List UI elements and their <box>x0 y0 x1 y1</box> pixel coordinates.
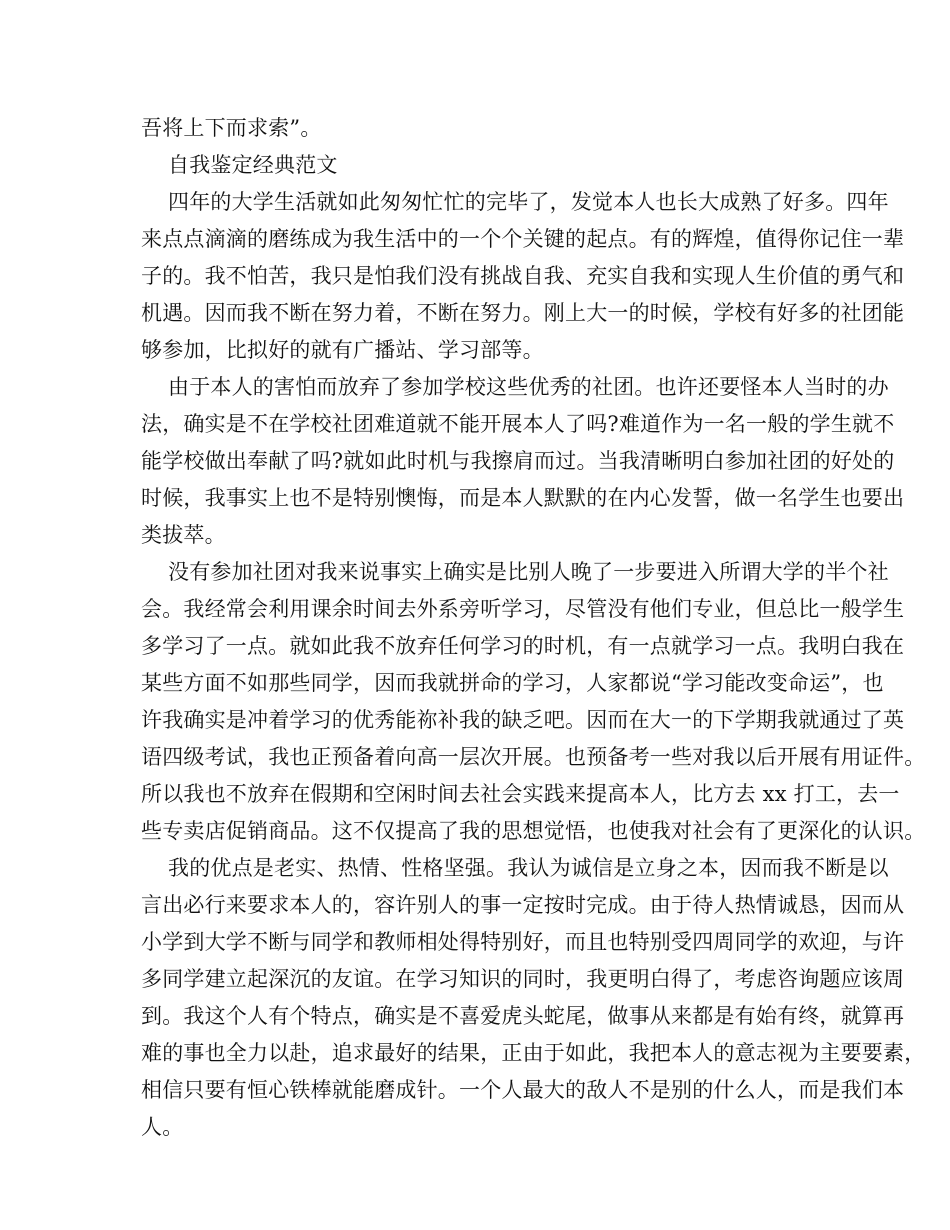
text-line: 些专卖店促销商品。这不仅提高了我的思想觉悟，也使我对社会有了更深化的认识。 <box>141 819 926 843</box>
text-line: 来点点滴滴的磨练成为我生活中的一个个关键的起点。有的辉煌，值得你记住一辈 <box>141 227 905 251</box>
text-line: 时候，我事实上也不是特别懊悔，而是本人默默的在内心发誓，做一名学生也要出 <box>141 486 905 510</box>
text-line: 多同学建立起深沉的友谊。在学习知识的同时，我更明白得了，考虑咨询题应该周 <box>141 967 905 991</box>
text-line: 由于本人的害怕而放弃了参加学校这些优秀的社团。也许还要怪本人当时的办 <box>168 375 889 399</box>
text-line: 会。我经常会利用课余时间去外系旁听学习，尽管没有他们专业，但总比一般学生 <box>141 597 905 621</box>
text-line: 难的事也全力以赴，追求最好的结果，正由于如此，我把本人的意志视为主要要素， <box>141 1041 926 1065</box>
text-line: 机遇。因而我不断在努力着，不断在努力。刚上大一的时候，学校有好多的社团能 <box>141 301 905 325</box>
text-line: 人。 <box>141 1115 184 1139</box>
text-line: 我的优点是老实、热情、性格坚强。我认为诚信是立身之本，因而我不断是以 <box>168 856 889 880</box>
text-line: 自我鉴定经典范文 <box>168 153 338 177</box>
text-line: 能学校做出奉献了吗?就如此时机与我擦肩而过。当我清晰明白参加社团的好处的 <box>141 449 895 473</box>
text-line: 言出必行来要求本人的，容许别人的事一定按时完成。由于待人热情诚恳，因而从 <box>141 893 905 917</box>
text-line: 到。我这个人有个特点，确实是不喜爱虎头蛇尾，做事从来都是有始有终，就算再 <box>141 1004 905 1028</box>
text-line: 没有参加社团对我来说事实上确实是比别人晚了一步要进入所谓大学的半个社 <box>168 560 889 584</box>
text-line: 子的。我不怕苦，我只是怕我们没有挑战自我、充实自我和实现人生价值的勇气和 <box>141 264 905 288</box>
text-line: 小学到大学不断与同学和教师相处得特别好，而且也特别受四周同学的欢迎，与许 <box>141 930 905 954</box>
text-line: 吾将上下而求索”。 <box>141 116 322 140</box>
text-line: 四年的大学生活就如此匆匆忙忙的完毕了，发觉本人也长大成熟了好多。四年 <box>168 190 889 214</box>
text-line: 某些方面不如那些同学，因而我就拼命的学习，人家都说“学习能改变命运”，也 <box>141 671 884 695</box>
text-line: 相信只要有恒心铁棒就能磨成针。一个人最大的敌人不是别的什么人，而是我们本 <box>141 1078 905 1102</box>
text-line: 类拔萃。 <box>141 523 226 547</box>
text-line: 够参加，比拟好的就有广播站、学习部等。 <box>141 338 544 362</box>
text-line: 许我确实是冲着学习的优秀能祢补我的缺乏吧。因而在大一的下学期我就通过了英 <box>141 708 905 732</box>
text-line: 所以我也不放弃在假期和空闲时间去社会实践来提高本人，比方去 xx 打工，去一 <box>141 782 900 806</box>
text-line: 语四级考试，我也正预备着向高一层次开展。也预备考一些对我以后开展有用证件。 <box>141 745 926 769</box>
text-line: 法，确实是不在学校社团难道就不能开展本人了吗?难道作为一名一般的学生就不 <box>141 412 895 436</box>
document-body <box>141 110 926 1146</box>
text-line: 多学习了一点。就如此我不放弃任何学习的时机，有一点就学习一点。我明白我在 <box>141 634 905 658</box>
